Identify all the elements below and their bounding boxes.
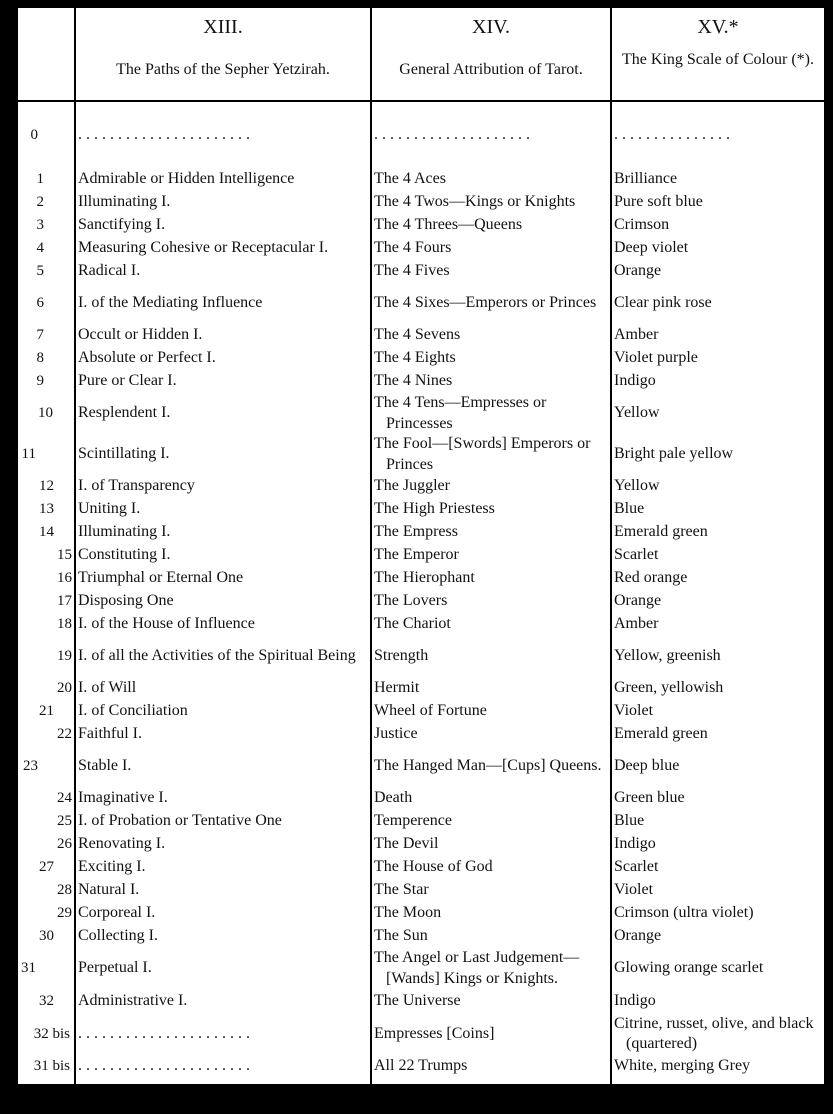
tarot-attribution: The Moon bbox=[374, 904, 442, 922]
path-number: 15 bbox=[57, 547, 72, 564]
paths-table bbox=[18, 102, 824, 1077]
tarot-attribution: The Universe bbox=[374, 991, 461, 1009]
path-name: Corporeal I. bbox=[78, 904, 156, 922]
path-number: 27 bbox=[39, 859, 54, 876]
king-scale-colour: Emerald green bbox=[614, 523, 708, 541]
king-scale-colour: Amber bbox=[614, 326, 659, 344]
path-name: Disposing One bbox=[78, 592, 174, 610]
table-row bbox=[18, 1013, 824, 1055]
path-number: 5 bbox=[36, 263, 44, 280]
table-row bbox=[18, 677, 824, 700]
header-rule bbox=[18, 100, 824, 102]
path-name: Perpetual I. bbox=[78, 959, 152, 977]
table-row bbox=[18, 544, 824, 567]
tarot-attribution: The 4 Aces bbox=[374, 170, 446, 188]
path-name: Occult or Hidden I. bbox=[78, 326, 203, 344]
king-scale-colour: Blue bbox=[614, 500, 645, 518]
king-scale-colour: Amber bbox=[614, 615, 659, 633]
path-number: 13 bbox=[39, 501, 54, 518]
path-number: 8 bbox=[36, 350, 44, 367]
tarot-attribution: Death bbox=[374, 789, 413, 807]
table-row bbox=[18, 168, 824, 191]
path-number: 10 bbox=[38, 405, 53, 422]
path-name: Sanctifying I. bbox=[78, 216, 166, 234]
table-row bbox=[18, 723, 824, 746]
king-scale-colour: Green blue bbox=[614, 789, 685, 807]
tarot-attribution: The Angel or Last Judgement—[Wands] Kings or Knights. bbox=[374, 949, 580, 987]
tarot-attribution: The 4 Tens—Empresses or Princesses bbox=[374, 394, 547, 432]
table-row bbox=[18, 948, 824, 989]
path-number: 32 bis bbox=[33, 1025, 70, 1042]
tarot-attribution: The House of God bbox=[374, 858, 493, 876]
tarot-attribution: The Lovers bbox=[374, 592, 448, 610]
path-name: I. of Will bbox=[78, 679, 137, 697]
path-name: I. of all the Activities of the Spiritual Being bbox=[78, 647, 356, 665]
path-name: I. of the Mediating Influence bbox=[78, 294, 263, 312]
tarot-attribution: Hermit bbox=[374, 679, 420, 697]
tarot-attribution: . . . . . . . . . . . . . . . . . . . . bbox=[374, 125, 530, 143]
king-scale-colour: Glowing orange scarlet bbox=[614, 959, 764, 977]
tarot-attribution: The 4 Fours bbox=[374, 239, 452, 257]
tarot-attribution: The 4 Twos—Kings or Knights bbox=[374, 193, 576, 211]
path-name: Resplendent I. bbox=[78, 404, 171, 422]
table-row bbox=[18, 434, 824, 475]
path-number: 28 bbox=[57, 882, 72, 899]
tarot-attribution: The 4 Eights bbox=[374, 349, 456, 367]
king-scale-colour: Indigo bbox=[614, 991, 656, 1009]
path-number: 12 bbox=[39, 478, 54, 495]
table-row bbox=[18, 283, 824, 324]
path-name: Pure or Clear I. bbox=[78, 372, 177, 390]
tarot-attribution: The 4 Sevens bbox=[374, 326, 461, 344]
path-name: . . . . . . . . . . . . . . . . . . . . . . bbox=[78, 1024, 250, 1042]
path-number: 25 bbox=[57, 813, 72, 830]
king-scale-colour: Citrine, russet, olive, and black (quartered) bbox=[614, 1014, 814, 1052]
tarot-attribution: The Hanged Man—[Cups] Queens. bbox=[374, 757, 602, 775]
path-number: 18 bbox=[57, 616, 72, 633]
king-scale-colour: Scarlet bbox=[614, 546, 659, 564]
king-scale-colour: Emerald green bbox=[614, 725, 708, 743]
path-number: 17 bbox=[57, 593, 72, 610]
path-number: 11 bbox=[21, 446, 36, 463]
path-name: I. of Transparency bbox=[78, 477, 195, 495]
king-scale-colour: Crimson (ultra violet) bbox=[614, 904, 754, 922]
path-name: Stable I. bbox=[78, 757, 132, 775]
tarot-attribution: Strength bbox=[374, 647, 429, 665]
king-scale-colour: Yellow bbox=[614, 404, 660, 422]
tarot-attribution: The Sun bbox=[374, 927, 428, 945]
tarot-attribution: Empresses [Coins] bbox=[374, 1024, 495, 1042]
table-row bbox=[18, 746, 824, 787]
path-name: I. of the House of Influence bbox=[78, 615, 255, 633]
table-row bbox=[18, 787, 824, 810]
tarot-attribution: The Empress bbox=[374, 523, 458, 541]
path-name: Imaginative I. bbox=[78, 789, 168, 807]
table-row bbox=[18, 590, 824, 613]
column-divider bbox=[610, 8, 612, 1084]
table-row bbox=[18, 613, 824, 636]
king-scale-colour: Blue bbox=[614, 812, 645, 830]
table-row bbox=[18, 636, 824, 677]
path-number: 7 bbox=[36, 327, 44, 344]
path-number: 23 bbox=[23, 758, 38, 775]
path-number: 32 bbox=[39, 992, 54, 1009]
table-row bbox=[18, 324, 824, 347]
tarot-attribution: Temperence bbox=[374, 812, 452, 830]
path-number: 22 bbox=[57, 726, 72, 743]
path-number: 9 bbox=[36, 373, 44, 390]
col15-title: The King Scale of Colour (*). bbox=[622, 51, 814, 68]
table-row bbox=[18, 1055, 824, 1077]
path-name: Uniting I. bbox=[78, 500, 141, 518]
king-scale-colour: Indigo bbox=[614, 835, 656, 853]
path-number: 1 bbox=[36, 171, 44, 188]
tarot-attribution: The Chariot bbox=[374, 615, 451, 633]
table-row bbox=[18, 879, 824, 902]
path-name: Exciting I. bbox=[78, 858, 146, 876]
table-row bbox=[18, 902, 824, 925]
path-number: 3 bbox=[36, 217, 44, 234]
col13-title: The Paths of the Sepher Yetzirah. bbox=[116, 61, 330, 78]
king-scale-colour: Green, yellowish bbox=[614, 679, 724, 697]
path-name: I. of Conciliation bbox=[78, 702, 188, 720]
column-divider bbox=[370, 8, 372, 1084]
path-number: 19 bbox=[57, 648, 72, 665]
tarot-attribution: The Star bbox=[374, 881, 429, 899]
path-name: Scintillating I. bbox=[78, 445, 170, 463]
path-name: . . . . . . . . . . . . . . . . . . . . . . bbox=[78, 125, 250, 143]
path-number: 31 bbox=[21, 960, 36, 977]
path-name: Radical I. bbox=[78, 262, 141, 280]
king-scale-colour: Brilliance bbox=[614, 170, 678, 188]
king-scale-colour: Orange bbox=[614, 927, 662, 945]
tarot-attribution: The 4 Fives bbox=[374, 262, 450, 280]
tarot-attribution: All 22 Trumps bbox=[374, 1056, 468, 1074]
tarot-attribution: Justice bbox=[374, 725, 418, 743]
path-number: 26 bbox=[57, 836, 72, 853]
path-name: I. of Probation or Tentative One bbox=[78, 812, 282, 830]
path-name: Illuminating I. bbox=[78, 193, 171, 211]
table-row bbox=[18, 856, 824, 879]
king-scale-colour: Clear pink rose bbox=[614, 294, 712, 312]
path-number: 14 bbox=[39, 524, 54, 541]
path-number: 24 bbox=[57, 790, 72, 807]
col13-numeral: XIII. bbox=[203, 16, 243, 38]
path-name: Collecting I. bbox=[78, 927, 158, 945]
tarot-attribution: The Fool—[Swords] Emperors or Princes bbox=[374, 435, 591, 473]
table-row bbox=[18, 102, 824, 168]
column-divider bbox=[74, 8, 76, 1084]
king-scale-colour: . . . . . . . . . . . . . . . bbox=[614, 125, 730, 143]
king-scale-colour: Violet purple bbox=[614, 349, 698, 367]
table-row bbox=[18, 393, 824, 434]
table-row bbox=[18, 700, 824, 723]
table-row bbox=[18, 475, 824, 498]
table-row bbox=[18, 810, 824, 833]
table-page bbox=[18, 8, 824, 1084]
king-scale-colour: Indigo bbox=[614, 372, 656, 390]
tarot-attribution: The Hierophant bbox=[374, 569, 475, 587]
path-number: 6 bbox=[36, 295, 44, 312]
king-scale-colour: Deep blue bbox=[614, 757, 680, 775]
col14-numeral: XIV. bbox=[472, 16, 510, 38]
table-row bbox=[18, 925, 824, 948]
king-scale-colour: Violet bbox=[614, 881, 654, 899]
path-name: . . . . . . . . . . . . . . . . . . . . . . bbox=[78, 1056, 250, 1074]
table-row bbox=[18, 237, 824, 260]
king-scale-colour: Pure soft blue bbox=[614, 193, 703, 211]
path-name: Natural I. bbox=[78, 881, 140, 899]
king-scale-colour: White, merging Grey bbox=[614, 1056, 751, 1074]
path-number: 4 bbox=[36, 240, 44, 257]
table-body bbox=[18, 102, 824, 1077]
king-scale-colour: Yellow, greenish bbox=[614, 647, 721, 665]
table-row bbox=[18, 214, 824, 237]
col14-title: General Attribution of Tarot. bbox=[399, 61, 583, 78]
table-row bbox=[18, 191, 824, 214]
tarot-attribution: The 4 Nines bbox=[374, 372, 453, 390]
path-name: Absolute or Perfect I. bbox=[78, 349, 216, 367]
table-row bbox=[18, 260, 824, 283]
path-name: Renovating I. bbox=[78, 835, 166, 853]
path-number: 20 bbox=[57, 680, 72, 697]
col15-numeral: XV.* bbox=[697, 16, 739, 38]
path-name: Admirable or Hidden Intelligence bbox=[78, 170, 295, 188]
king-scale-colour: Yellow bbox=[614, 477, 660, 495]
table-row bbox=[18, 521, 824, 544]
tarot-attribution: The 4 Sixes—Emperors or Princes bbox=[374, 294, 597, 312]
path-number: 0 bbox=[30, 126, 38, 143]
path-number: 31 bis bbox=[33, 1057, 70, 1074]
path-number: 30 bbox=[39, 928, 54, 945]
king-scale-colour: Deep violet bbox=[614, 239, 689, 257]
tarot-attribution: Wheel of Fortune bbox=[374, 702, 487, 720]
table-row bbox=[18, 989, 824, 1013]
path-name: Illuminating I. bbox=[78, 523, 171, 541]
table-row bbox=[18, 347, 824, 370]
path-number: 16 bbox=[57, 570, 72, 587]
king-scale-colour: Crimson bbox=[614, 216, 670, 234]
path-name: Faithful I. bbox=[78, 725, 142, 743]
table-row bbox=[18, 567, 824, 590]
path-number: 2 bbox=[36, 194, 44, 211]
path-name: Triumphal or Eternal One bbox=[78, 569, 244, 587]
path-number: 21 bbox=[39, 703, 54, 720]
tarot-attribution: The 4 Threes—Queens bbox=[374, 216, 523, 234]
table-row bbox=[18, 498, 824, 521]
king-scale-colour: Scarlet bbox=[614, 858, 659, 876]
table-row bbox=[18, 370, 824, 393]
king-scale-colour: Orange bbox=[614, 262, 662, 280]
path-name: Administrative I. bbox=[78, 991, 188, 1009]
tarot-attribution: The Emperor bbox=[374, 546, 459, 564]
king-scale-colour: Red orange bbox=[614, 569, 688, 587]
tarot-attribution: The Juggler bbox=[374, 477, 450, 495]
path-name: Measuring Cohesive or Receptacular I. bbox=[78, 239, 329, 257]
tarot-attribution: The Devil bbox=[374, 835, 439, 853]
tarot-attribution: The High Priestess bbox=[374, 500, 495, 518]
table-row bbox=[18, 833, 824, 856]
king-scale-colour: Orange bbox=[614, 592, 662, 610]
king-scale-colour: Violet bbox=[614, 702, 654, 720]
path-number: 29 bbox=[57, 905, 72, 922]
path-name: Constituting I. bbox=[78, 546, 171, 564]
king-scale-colour: Bright pale yellow bbox=[614, 445, 734, 463]
